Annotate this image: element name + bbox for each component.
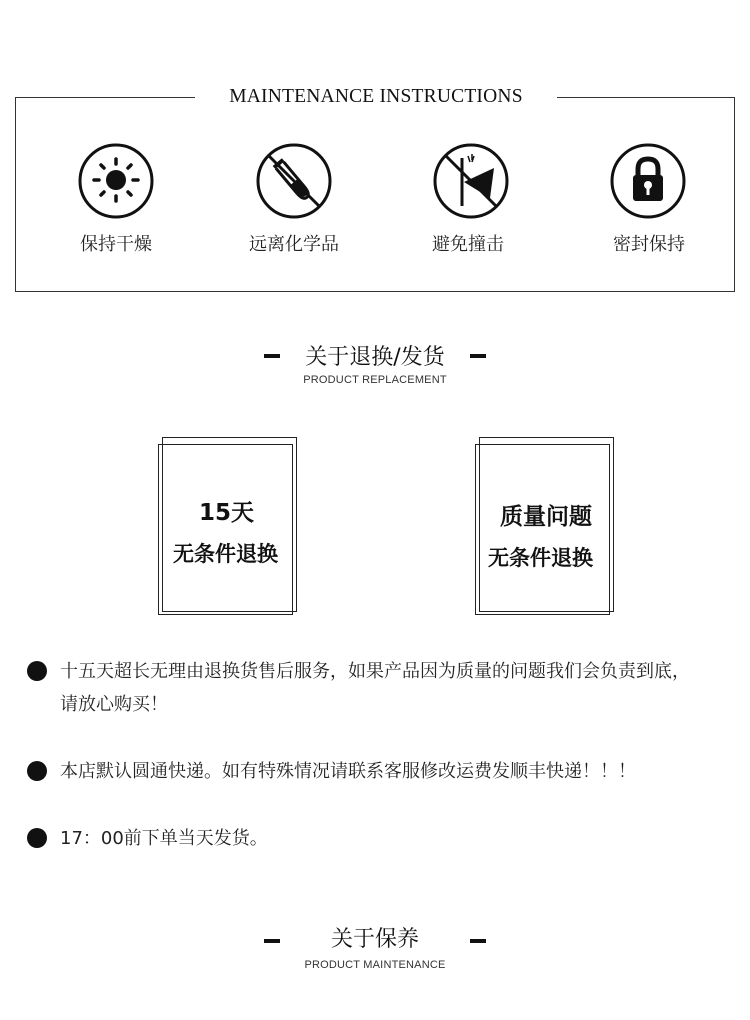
note-text: [60, 655, 740, 721]
care-title: 关于保养: [330, 927, 419, 952]
care-subtitle: PRODUCT MAINTENANCE: [304, 959, 446, 971]
card-returns: 无条件退换: [488, 546, 593, 570]
maintenance-label-dry: 保持干燥: [80, 234, 152, 255]
card-returns: 无条件退换: [173, 542, 278, 566]
card-quality: 质量问题: [500, 504, 592, 530]
returns-subtitle: PRODUCT REPLACEMENT: [303, 374, 447, 386]
returns-title: 关于退换/发货: [305, 345, 445, 370]
heading-dash-right: [470, 939, 486, 943]
lock-icon: [609, 142, 687, 220]
maintenance-label-sealed: 密封保持: [613, 234, 685, 255]
card-days: 15天: [199, 500, 255, 526]
note-line: 请放心购买！: [60, 694, 168, 715]
bullet-dot: [27, 761, 47, 781]
no-chemicals-icon: [255, 142, 333, 220]
no-impact-icon: [432, 142, 510, 220]
card-frame-inner: [158, 444, 293, 615]
heading-dash-right: [470, 354, 486, 358]
note-line: 十五天超长无理由退换货售后服务，如果产品因为质量的问题我们会负责到底，: [60, 661, 690, 682]
maintenance-title: MAINTENANCE INSTRUCTIONS: [195, 82, 557, 112]
note-text: 本店默认圆通快递。如有特殊情况请联系客服修改运费发顺丰快递！！！: [60, 761, 636, 782]
maintenance-label-impact: 避免撞击: [432, 234, 504, 255]
maintenance-label-chemicals: 远离化学品: [249, 234, 339, 255]
bullet-dot: [27, 661, 47, 681]
note-text: 17：00前下单当天发货。: [60, 828, 268, 849]
bullet-dot: [27, 828, 47, 848]
sun-icon: [77, 142, 155, 220]
